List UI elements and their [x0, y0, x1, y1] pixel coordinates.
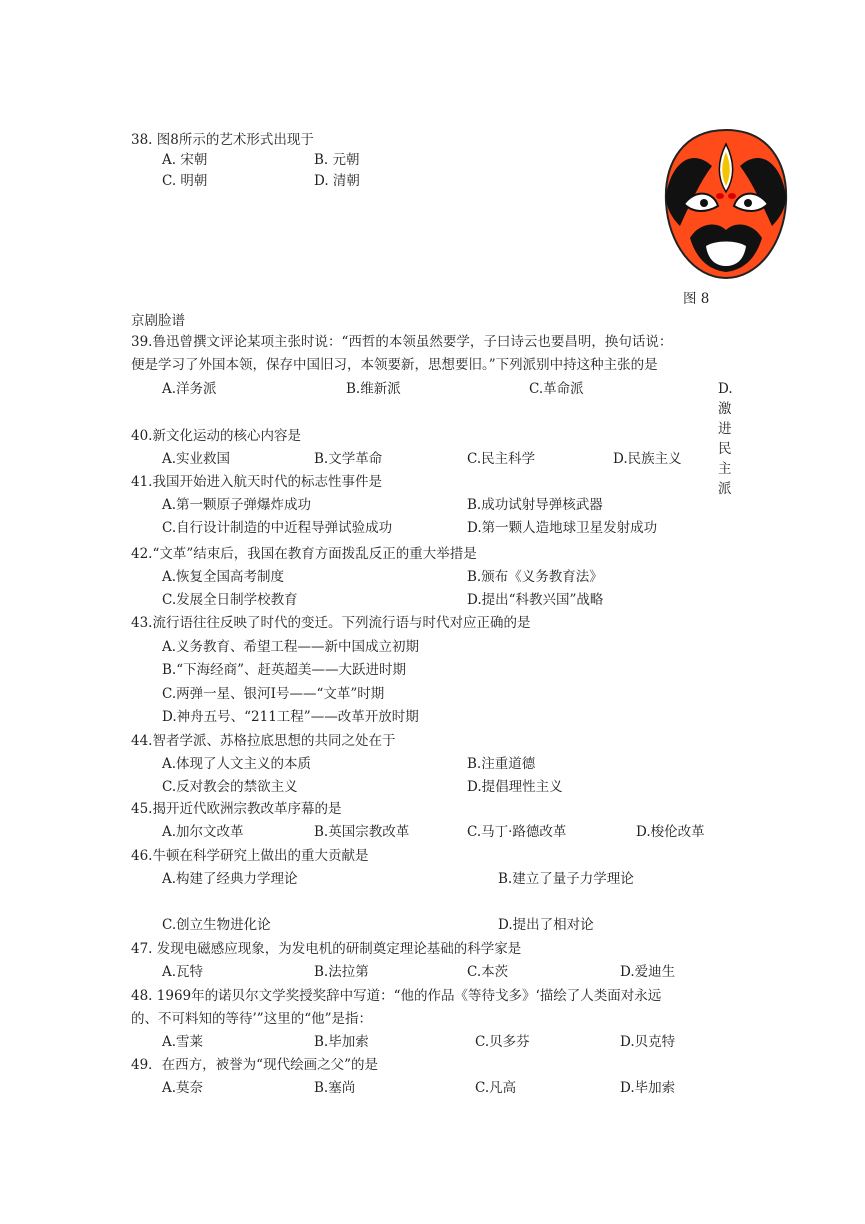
q47-option-a: A.瓦特 [162, 964, 204, 980]
q40-option-b: B.文学革命 [314, 451, 383, 467]
q49-option-b: B.塞尚 [314, 1080, 356, 1096]
q43-option-a: A.义务教育、希望工程——新中国成立初期 [162, 639, 420, 655]
q47-option-c: C.本茨 [467, 964, 509, 980]
q41-option-d: D.第一颗人造地球卫星发射成功 [467, 520, 658, 536]
q40-option-d: D.民族主义 [613, 451, 682, 467]
q38-option-b: B. 元朝 [314, 152, 360, 168]
question-48-stem-line2: 的、不可料知的等待’”这里的“他”是指： [131, 1011, 372, 1027]
question-47-stem: 47. 发现电磁感应现象，为发电机的研制奠定理论基础的科学家是 [131, 941, 522, 957]
q46-option-a: A.构建了经典力学理论 [162, 871, 298, 887]
q40-option-a: A.实业救国 [162, 451, 231, 467]
q45-option-b: B.英国宗教改革 [314, 824, 410, 840]
q49-option-c: C.凡高 [475, 1080, 517, 1096]
question-46-stem: 46.牛顿在科学研究上做出的重大贡献是 [131, 848, 369, 864]
q45-option-c: C.马丁·路德改革 [467, 824, 567, 840]
q38-option-a: A. 宋朝 [162, 152, 208, 168]
q48-option-d: D.贝克特 [620, 1034, 676, 1050]
question-39-stem-line1: 39.鲁迅曾撰文评论某项主张时说：“西哲的本领虽然要学，子曰诗云也要昌明，换句话说： [131, 334, 673, 350]
q47-option-b: B.法拉第 [314, 964, 369, 980]
q48-option-b: B.毕加索 [314, 1034, 369, 1050]
q39-option-d-text: D.激进民主派 [718, 381, 733, 497]
q48-option-a: A.雪莱 [162, 1034, 204, 1050]
question-42-stem: 42.“文革”结束后，我国在教育方面拨乱反正的重大举措是 [131, 546, 477, 562]
q41-option-b: B.成功试射导弹核武器 [467, 497, 603, 513]
question-45-stem: 45.揭开近代欧洲宗教改革序幕的是 [131, 801, 342, 817]
q39-option-b: B.维新派 [346, 381, 401, 397]
q49-option-d: D.毕加索 [620, 1080, 676, 1096]
question-39-stem-line2: 便是学习了外国本领，保存中国旧习，本领要新，思想要旧。”下列派别中持这种主张的是 [131, 357, 658, 373]
question-43-stem: 43.流行语往往反映了时代的变迁。下列流行语与时代对应正确的是 [131, 615, 531, 631]
q42-option-c: C.发展全日制学校教育 [162, 592, 298, 608]
q42-option-b: B.颁布《义务教育法》 [467, 569, 603, 585]
q45-option-d: D.梭伦改革 [636, 824, 705, 840]
peking-opera-mask-image [660, 126, 792, 282]
q44-option-b: B.注重道德 [467, 756, 536, 772]
q46-option-b: B.建立了量子力学理论 [498, 871, 634, 887]
question-44-stem: 44.智者学派、苏格拉底思想的共同之处在于 [131, 733, 396, 749]
q44-option-d: D.提倡理性主义 [467, 779, 563, 795]
q47-option-d: D.爱迪生 [620, 964, 676, 980]
q38-option-c: C. 明朝 [162, 173, 208, 189]
q41-option-a: A.第一颗原子弹爆炸成功 [162, 497, 312, 513]
question-38-stem: 38. 图8所示的艺术形式出现于 [131, 132, 314, 148]
q45-option-a: A.加尔文改革 [162, 824, 244, 840]
question-48-stem-line1: 48. 1969年的诺贝尔文学奖授奖辞中写道：“他的作品《等待戈多》‘描绘了人类面对永远 [131, 988, 662, 1004]
figure-caption: 京剧脸谱 [131, 313, 185, 329]
q49-option-a: A.莫奈 [162, 1080, 204, 1096]
q46-option-d: D.提出了相对论 [498, 917, 594, 933]
question-41-stem: 41.我国开始进入航天时代的标志性事件是 [131, 474, 382, 490]
q42-option-a: A.恢复全国高考制度 [162, 569, 285, 585]
q43-option-b: B.“下海经商”、赶英超美——大跃进时期 [162, 662, 407, 678]
q44-option-a: A.体现了人文主义的本质 [162, 756, 312, 772]
q48-option-c: C.贝多芬 [475, 1034, 530, 1050]
question-49-stem: 49．在西方，被誉为“现代绘画之父”的是 [131, 1057, 378, 1073]
q43-option-d: D.神舟五号、“211工程”——改革开放时期 [162, 709, 419, 725]
q46-option-c: C.创立生物进化论 [162, 917, 271, 933]
q40-option-c: C.民主科学 [467, 451, 536, 467]
q39-option-a: A.洋务派 [162, 381, 217, 397]
q43-option-c: C.两弹一星、银河Ⅰ号——“文革”时期 [162, 686, 385, 702]
figure-label: 图 8 [683, 291, 710, 307]
q39-option-c: C.革命派 [529, 381, 584, 397]
q38-option-d: D. 清朝 [314, 173, 360, 189]
question-40-stem: 40.新文化运动的核心内容是 [131, 428, 301, 444]
q41-option-c: C.自行设计制造的中近程导弹试验成功 [162, 520, 393, 536]
q44-option-c: C.反对教会的禁欲主义 [162, 779, 298, 795]
q42-option-d: D.提出“科教兴国”战略 [467, 592, 604, 608]
